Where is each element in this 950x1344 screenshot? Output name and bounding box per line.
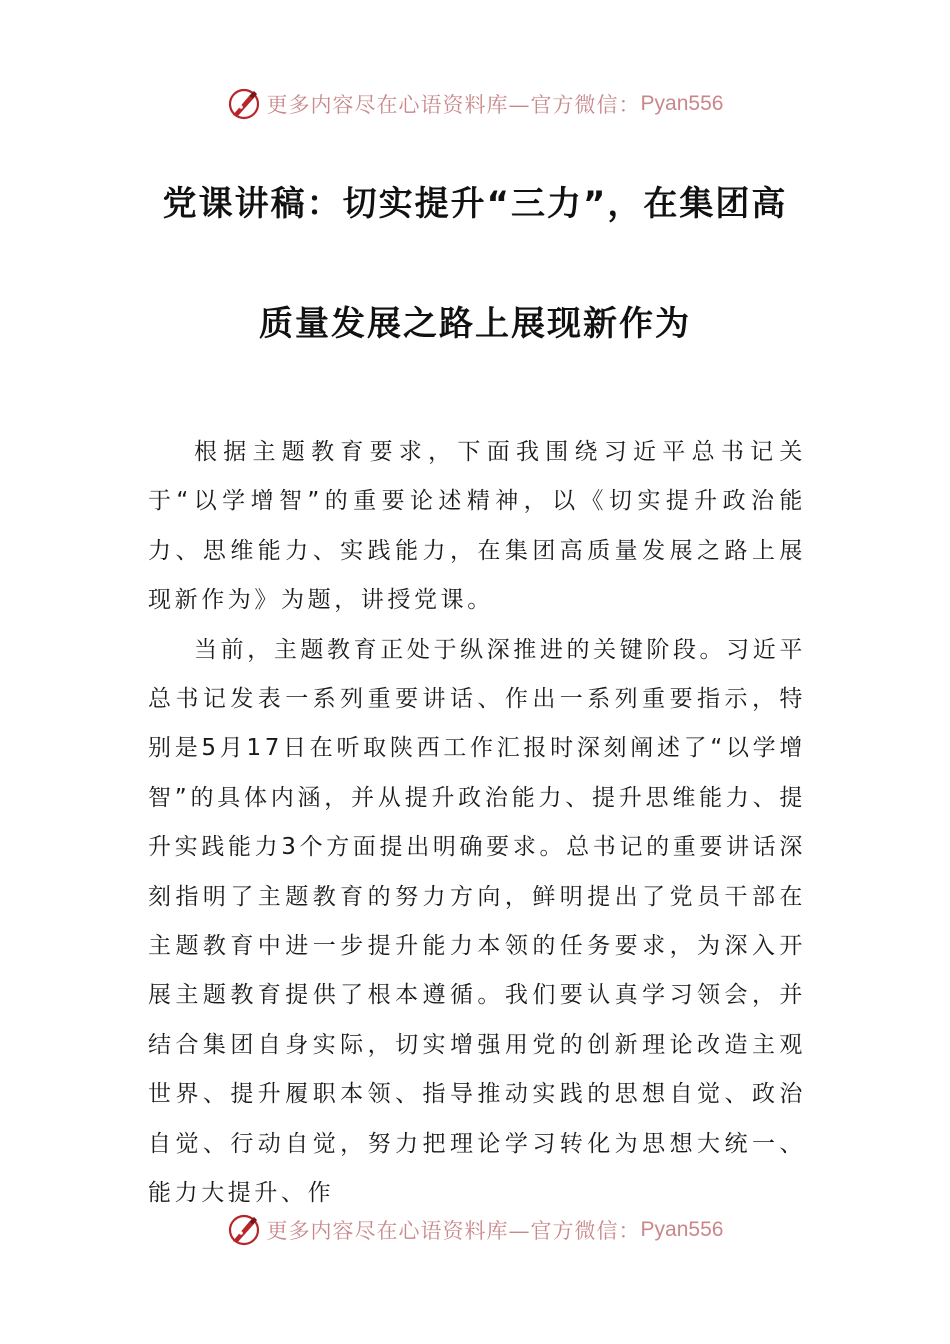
- banner-text: 更多内容尽在心语资料库—官方微信：: [266, 93, 641, 117]
- header-banner: [0, 84, 950, 124]
- page-title-line-2: 质量发展之路上展现新作为: [259, 304, 691, 344]
- wechat-id: Pyan556: [640, 92, 724, 115]
- footer-banner: [0, 1210, 950, 1250]
- pen-nib-icon: [227, 87, 261, 121]
- document-body: [148, 428, 806, 1219]
- banner-text: 更多内容尽在心语资料库—官方微信：: [266, 1219, 641, 1243]
- pen-nib-icon: [227, 1213, 261, 1247]
- paragraph-1: 根据主题教育要求，下面我围绕习近平总书记关于“以学增智”的重要论述精神，以《切实提升政治能力、思维能力、实践能力，在集团高质量发展之路上展现新作为》为题，讲授党课。: [148, 439, 806, 614]
- page-title-line-1: 党课讲稿：切实提升“三力”，在集团高: [162, 184, 788, 224]
- paragraph-2: 当前，主题教育正处于纵深推进的关键阶段。习近平总书记发表一系列重要讲话、作出一系列重要指示，特别是5月17日在听取陕西工作汇报时深刻阐述了“以学增智”的具体内涵，并从提升政治能力、提升思维能力、提升实践能力3个方面提出明确要求。总书记的重要讲话深刻指明了主题教育的努力方向，鲜明提出了党员干部在主题教育中进一步提升能力本领的任务要求，为深入开展主题教育提供了根本遵循。我们要认真学习领会，并结合集团自身实际，切实增强用党的创新理论改造主观世界、提升履职本领、指导推动实践的思想自觉、政治自觉、行动自觉，努力把理论学习转化为思想大统一、能力大提升、作: [148, 636, 806, 1207]
- wechat-id: Pyan556: [640, 1218, 724, 1241]
